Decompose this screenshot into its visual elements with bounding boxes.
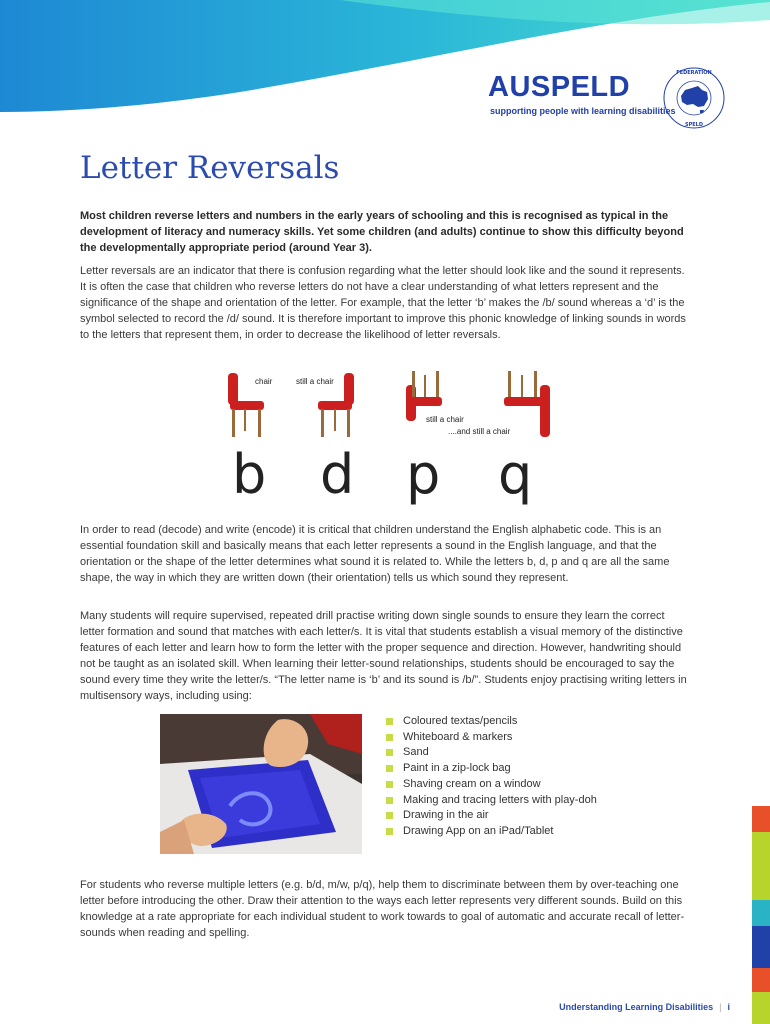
bullet-square-icon — [386, 718, 393, 725]
logo-wordmark: AUSPELD — [488, 71, 631, 103]
list-item: Coloured textas/pencils — [386, 714, 616, 730]
body-paragraph-3: Many students will require supervised, repeated drill practise writing down single sounds to ensure they learn the correct letter formation and sound that matches with each letter/s. It is vital that students establish a visual memory of the distinctive features of each letter and learn how to form the letter with the proper sequence and direction. However, handwriting should not be taught as an isolated skill. When learning their letter-sound relationships, students should be encouraged to say the sound every time they write the letter/s. “The letter name is ‘b’ and its sound is /b/”. Students enjoy practising writing letters in multisensory ways, including using: — [80, 610, 687, 702]
list-item: Drawing in the air — [386, 808, 616, 824]
intro-paragraph: Most children reverse letters and numbers in the early years of schooling and this is recognised as typical in the development of literacy and numeracy skills. Yet some children (and adults) continue to show this difficulty beyond the developmentally appropriate period (around Year 3). — [80, 210, 684, 254]
list-item: Making and tracing letters with play-doh — [386, 793, 616, 809]
logo-tagline: supporting people with learning disabilities — [490, 106, 676, 116]
chair-label: ....and still a chair — [448, 427, 511, 436]
chair-label: still a chair — [426, 415, 464, 424]
side-color-strip — [752, 832, 770, 900]
logo-seal-icon — [662, 66, 726, 130]
side-color-strip — [752, 992, 770, 1024]
multisensory-methods-list — [386, 714, 616, 840]
side-color-strip — [752, 968, 770, 992]
page-footer — [559, 1002, 730, 1012]
body-paragraph-4: For students who reverse multiple letters (e.g. b/d, m/w, p/q), help them to discriminate between them by over-teaching one letter before introducing the other. Draw their attention to the ways each letter represents very different sounds. Build on this knowledge at a rate appropriate for each individual student to work towards to goal of automatic and accurate recall of letter-sounds when reading and spelling. — [80, 879, 685, 939]
bullet-square-icon — [386, 797, 393, 804]
bullet-square-icon — [386, 812, 393, 819]
list-item: Shaving cream on a window — [386, 777, 616, 793]
letter-orientation-illustration — [200, 365, 570, 510]
footer-separator: | — [719, 1002, 722, 1012]
page-number: i — [727, 1002, 730, 1012]
page-title: Letter Reversals — [80, 150, 340, 186]
body-paragraph-1: Letter reversals are an indicator that there is confusion regarding what the letter should look like and the sound it represents. It is often the case that children who reverse letters do not have a clear understanding of what letters represent and the significance of the shape and orientation of the letter. For example, that the letter ‘b’ makes the /b/ sound whereas a ‘d’ is the symbol selected to record the /d/ sound. It is therefore important to improve this phonic knowledge of linking sounds in words to the letters that represent them, in order to decrease the likelihood of letter reversals. — [80, 265, 686, 341]
list-item: Drawing App on an iPad/Tablet — [386, 824, 616, 840]
bullet-square-icon — [386, 749, 393, 756]
bullet-square-icon — [386, 828, 393, 835]
svg-text:FEDERATION: FEDERATION — [676, 70, 712, 76]
chair-p-icon — [406, 371, 442, 421]
child-writing-photo — [160, 714, 362, 854]
letter-b: b — [232, 443, 267, 506]
footer-section-title: Understanding Learning Disabilities — [559, 1002, 714, 1012]
side-color-strip — [752, 806, 770, 832]
bullet-square-icon — [386, 781, 393, 788]
list-item: Whiteboard & markers — [386, 730, 616, 746]
letter-q: q — [498, 443, 533, 506]
svg-text:SPELD: SPELD — [684, 122, 704, 128]
list-item: Sand — [386, 745, 616, 761]
chair-q-icon — [504, 371, 550, 437]
body-paragraph-2: In order to read (decode) and write (encode) it is critical that children understand the English alphabetic code. This is an essential foundation skill and basically means that each letter represents a sound in the English language, and that the orientation or the shape of the letter determines what sound it is related to. While the letters b, d, p and q are all the same shape, the way in which they are written down (their orientation) tells us which sound they represent. — [80, 524, 670, 584]
chair-label: still a chair — [296, 377, 334, 386]
side-color-strip — [752, 900, 770, 926]
bullet-square-icon — [386, 765, 393, 772]
list-item: Paint in a zip-lock bag — [386, 761, 616, 777]
bullet-square-icon — [386, 734, 393, 741]
side-color-strip — [752, 926, 770, 968]
auspeld-logo — [488, 66, 733, 126]
letter-d: d — [320, 443, 355, 506]
letter-p: p — [406, 443, 441, 506]
chair-label: chair — [255, 377, 273, 386]
